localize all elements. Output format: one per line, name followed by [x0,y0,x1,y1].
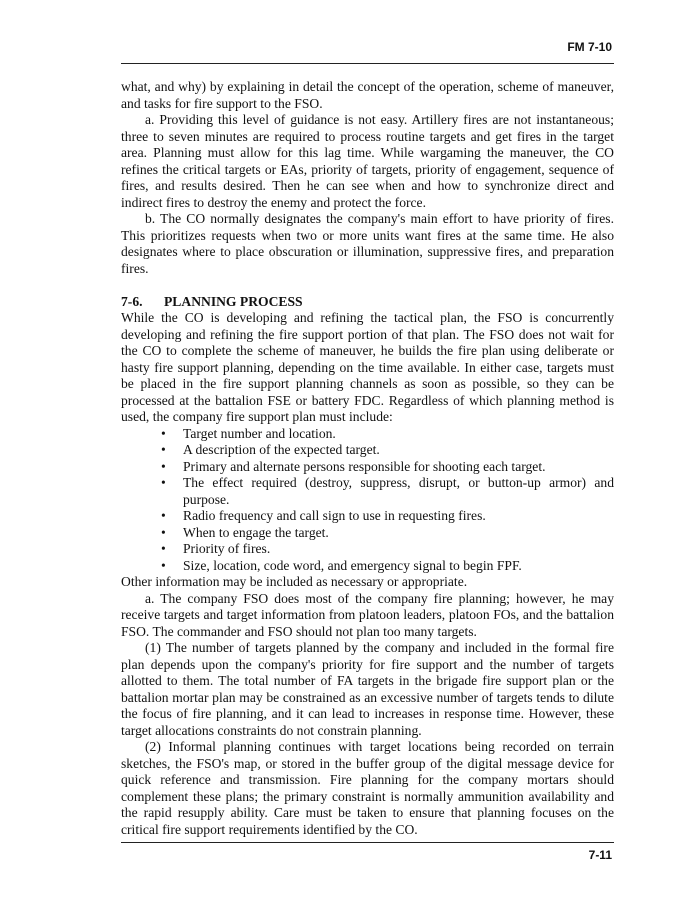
section-title: PLANNING PROCESS [164,293,303,309]
other-info: Other information may be included as necessary or appropriate. [121,574,468,589]
list-item: • When to engage the target. [161,524,329,540]
list-item: • Size, location, code word, and emergency signal to begin FPF. [161,557,522,573]
bullet-icon: • [161,557,166,573]
page-number: 7-11 [588,848,612,862]
bullet-icon: • [161,425,166,441]
intro-paragraph: what, and why) by explaining in detail the concept of the operation, scheme of maneuver, and tasks for fire support to the FSO. [121,79,614,111]
list-item: • The effect required (destroy, suppress, disrupt, or button-up armor) and purpose. [161,475,614,507]
section-intro: While the CO is developing and refining the tactical plan, the FSO is concurrently developing and refining the fire support portion of that plan. The FSO does not wait for the CO to complete the scheme of maneuver, he builds the fire plan using deliberate or hasty fire support planning, depending on the time available. In either case, targets must be placed in the fire support planning channels as soon as possible, so they can be processed at the battalion FSE or battery FDC. Regardless of which planning method is used, the company fire support plan must include: [121,310,614,424]
page-body [121,79,614,838]
list-item: • Target number and location. [161,425,336,441]
paragraph-a2: a. The company FSO does most of the company fire planning; however, he may receive targets and target information from platoon leaders, platoon FOs, and the battalion FSO. The commander and FSO should not plan too many targets. [121,590,614,639]
paragraph-a: a. Providing this level of guidance is not easy. Artillery fires are not instantaneous; three to seven minutes are required to process routine targets and get fires in the target area. Planning must allow for this lag time. While wargaming the maneuver, the CO refines the critical targets or EAs, priority of targets, priority of engagement, sequence of fires, and results desired. Then he can see when and how to synchronize direct and indirect fires to destroy the enemy and protect the force. [121,112,614,210]
bullet-icon: • [161,524,166,540]
list-item: • Primary and alternate persons responsible for shooting each target. [161,458,546,474]
section-number: 7-6. [121,293,143,309]
bullet-icon: • [161,541,166,556]
bullet-icon: • [161,442,166,457]
footer-rule [121,842,614,843]
paragraph-1: (1) The number of targets planned by the company and included in the formal fire plan depends upon the company's priority for fire support and the number of targets allotted to them. The total number of FA targets in the brigade fire support plan or the battalion mortar plan may be constrained as an excessive number of targets tends to dilute the focus of fire planning, and it can lead to increases in response time. However, these target allocations constraints do not constrain planning. [121,640,614,738]
list-item: • Priority of fires. [161,541,271,556]
list-item: • A description of the expected target. [161,442,380,457]
list-item: • Radio frequency and call sign to use in requesting fires. [161,508,486,523]
bullet-icon: • [161,508,166,523]
header-rule [121,63,614,64]
bullet-icon: • [161,475,166,490]
requirements-list [121,426,614,575]
paragraph-b: b. The CO normally designates the company's main effort to have priority of fires. This prioritizes requests when two or more units want fires at the same time. He also designates where to place obscuration or illumination, suppressive fires, and preparation fires. [121,211,614,276]
paragraph-2: (2) Informal planning continues with target locations being recorded on terrain sketches, the FSO's map, or stored in the buffer group of the digital message device for quick reference and transmission. Fire planning for the company mortars should complement these plans; the primary constraint is normally ammunition availability and the rapid resupply ability. Care must be taken to ensure that planning focuses on the critical fire support requirements identified by the CO. [121,739,614,837]
section-heading [121,294,614,311]
bullet-icon: • [161,458,166,474]
manual-code: FM 7-10 [567,40,612,54]
